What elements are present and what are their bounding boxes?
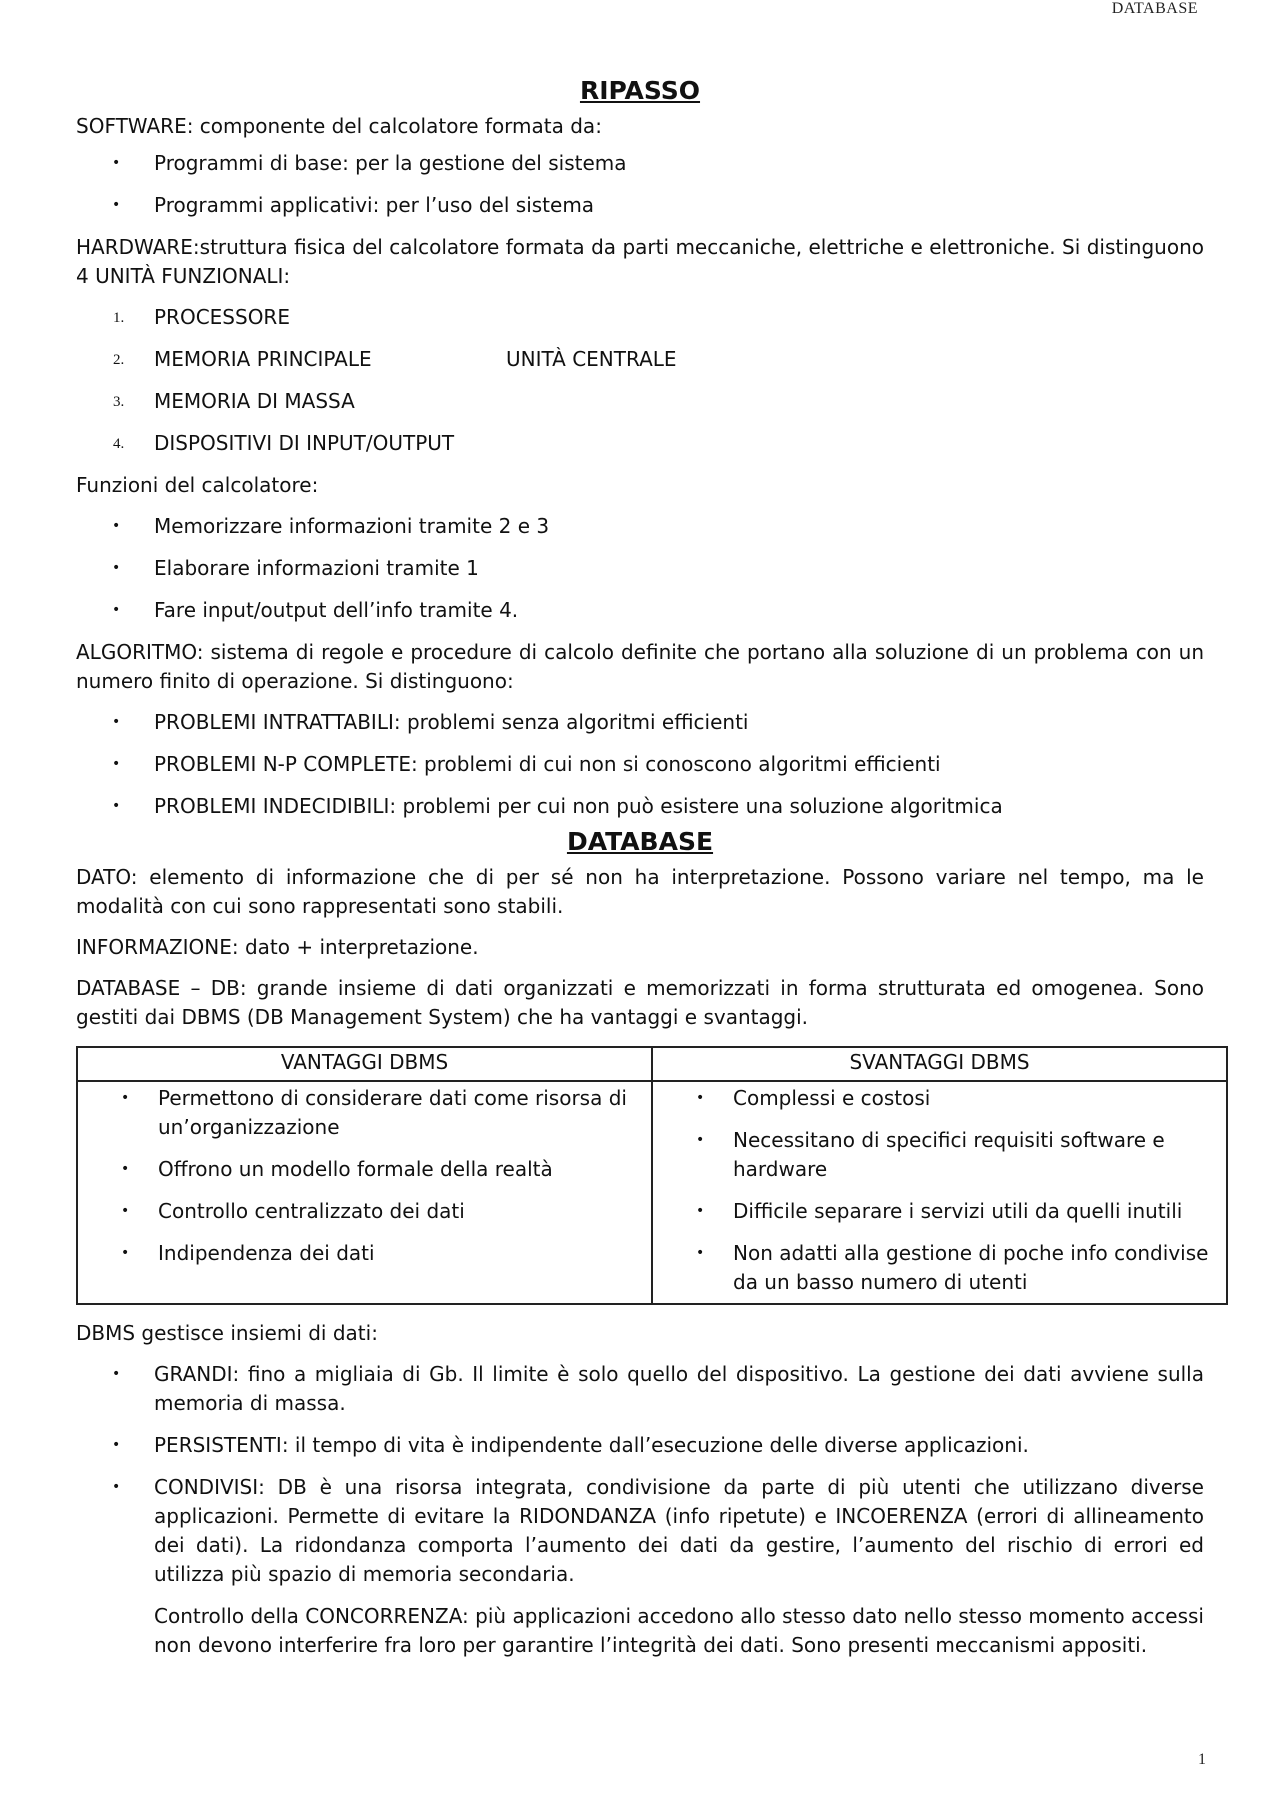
bullet-icon: •	[112, 1437, 121, 1453]
bullet-icon: •	[112, 1366, 121, 1382]
running-header: DATABASE	[1111, 0, 1198, 17]
table-header-vantaggi: VANTAGGI DBMS	[77, 1047, 652, 1081]
list-item: • Controllo centralizzato dei dati	[78, 1197, 643, 1226]
list-item: • Elaborare informazioni tramite 1	[76, 554, 1204, 583]
list-item: • Non adatti alla gestione di poche info condivise da un basso numero di utenti	[696, 1241, 1209, 1294]
list-item: • Necessitano di specifici requisiti software e hardware	[696, 1128, 1165, 1181]
dato-definition: DATO: elemento di informazione che di per sé non ha interpretazione. Possono variare nel tempo, ma le modalità con cui sono rappresentati sono stabili.	[76, 865, 1204, 918]
bullet-icon: •	[112, 155, 121, 171]
list-item: • Complessi e costosi	[653, 1084, 1218, 1113]
bullet-icon: •	[112, 518, 121, 534]
algorithm-intro: ALGORITMO: sistema di regole e procedure di calcolo definite che portano alla soluzione di un problema con un numero finito di operazione. Si distinguono:	[76, 640, 1204, 693]
dbms-list	[76, 1360, 1204, 1589]
list-item: • Indipendenza dei dati	[78, 1239, 643, 1268]
list-item: • Permettono di considerare dati come risorsa di un’organizzazione	[121, 1086, 627, 1139]
list-item: • PROBLEMI INTRATTABILI: problemi senza algoritmi efficienti	[76, 708, 1204, 737]
functions-intro: Funzioni del calcolatore:	[76, 473, 319, 497]
units-list	[76, 303, 1204, 458]
database-title: DATABASE	[566, 827, 714, 856]
bullet-icon: •	[112, 1479, 121, 1495]
informazione-definition: INFORMAZIONE: dato + interpretazione.	[76, 935, 479, 959]
bullet-icon: •	[112, 197, 121, 213]
bullet-icon: •	[696, 1245, 705, 1261]
list-item: 2. MEMORIA PRINCIPALE UNITÀ CENTRALE	[76, 345, 1204, 374]
list-item: • PROBLEMI N-P COMPLETE: problemi di cui non si conoscono algoritmi efficienti	[76, 750, 1204, 779]
list-item: • Memorizzare informazioni tramite 2 e 3	[76, 512, 1204, 541]
list-item: • GRANDI: fino a migliaia di Gb. Il limite è solo quello del dispositivo. La gestione dei dati avviene sulla memoria di massa.	[112, 1362, 1204, 1415]
bullet-icon: •	[112, 560, 121, 576]
ripasso-title: RIPASSO	[579, 76, 701, 105]
list-item: • PERSISTENTI: il tempo di vita è indipendente dall’esecuzione delle diverse applicazioni.	[76, 1431, 1204, 1460]
unita-centrale-note: UNITÀ CENTRALE	[506, 347, 677, 371]
page-content	[76, 70, 1209, 1672]
vantaggi-cell	[77, 1081, 652, 1304]
bullet-icon: •	[696, 1090, 705, 1106]
list-item: • Difficile separare i servizi utili da quelli inutili	[653, 1197, 1218, 1226]
list-item: • CONDIVISI: DB è una risorsa integrata, condivisione da parte di più utenti che utilizzano diverse applicazioni. Permette di evitare la RIDONDANZA (info ripetute) e INCOERENZA (errori di allineamento dei dati). La ridondanza comporta l’aumento dei dati da gestire, l’aumento del rischio di errori ed utilizza più spazio di memoria secondaria.	[112, 1475, 1204, 1586]
list-item: • Offrono un modello formale della realtà	[78, 1155, 643, 1184]
dbms-comparison-table	[76, 1046, 1228, 1305]
algorithm-list	[76, 708, 1204, 821]
list-item: 3. MEMORIA DI MASSA	[113, 389, 355, 413]
functions-list	[76, 512, 1204, 625]
svantaggi-cell	[652, 1081, 1227, 1304]
bullet-icon: •	[112, 602, 121, 618]
hardware-intro: HARDWARE:struttura fisica del calcolatore formata da parti meccaniche, elettriche e elettroniche. Si distinguono 4 UNITÀ FUNZIONALI:	[76, 235, 1204, 288]
bullet-icon: •	[121, 1245, 130, 1261]
database-definition: DATABASE – DB: grande insieme di dati organizzati e memorizzati in forma strutturata ed omogenea. Sono gestiti dai DBMS (DB Management System) che ha vantaggi e svantaggi.	[76, 976, 1204, 1029]
list-item: • Programmi di base: per la gestione del sistema	[76, 149, 1204, 178]
bullet-icon: •	[121, 1090, 130, 1106]
list-item: 1. PROCESSORE	[113, 305, 290, 329]
bullet-icon: •	[112, 756, 121, 772]
concorrenza-paragraph: Controllo della CONCORRENZA: più applicazioni accedono allo stesso dato nello stesso momento accessi non devono interferire fra loro per garantire l’integrità dei dati. Sono presenti meccanismi appositi.	[154, 1604, 1204, 1657]
software-list	[76, 149, 1204, 220]
dbms-intro: DBMS gestisce insiemi di dati:	[76, 1321, 378, 1345]
list-item: 4. DISPOSITIVI DI INPUT/OUTPUT	[113, 431, 455, 455]
table-header-svantaggi: SVANTAGGI DBMS	[652, 1047, 1227, 1081]
list-item: • Fare input/output dell’info tramite 4.	[76, 596, 1204, 625]
bullet-icon: •	[112, 714, 121, 730]
bullet-icon: •	[121, 1161, 130, 1177]
software-intro: SOFTWARE: componente del calcolatore formata da:	[76, 114, 602, 138]
list-item: • Programmi applicativi: per l’uso del sistema	[76, 191, 1204, 220]
bullet-icon: •	[696, 1132, 705, 1148]
table-row	[77, 1081, 1227, 1304]
bullet-icon: •	[121, 1203, 130, 1219]
bullet-icon: •	[696, 1203, 705, 1219]
page-number: 1	[1198, 1751, 1206, 1768]
bullet-icon: •	[112, 798, 121, 814]
list-item: • PROBLEMI INDECIDIBILI: problemi per cui non può esistere una soluzione algoritmica	[76, 792, 1204, 821]
